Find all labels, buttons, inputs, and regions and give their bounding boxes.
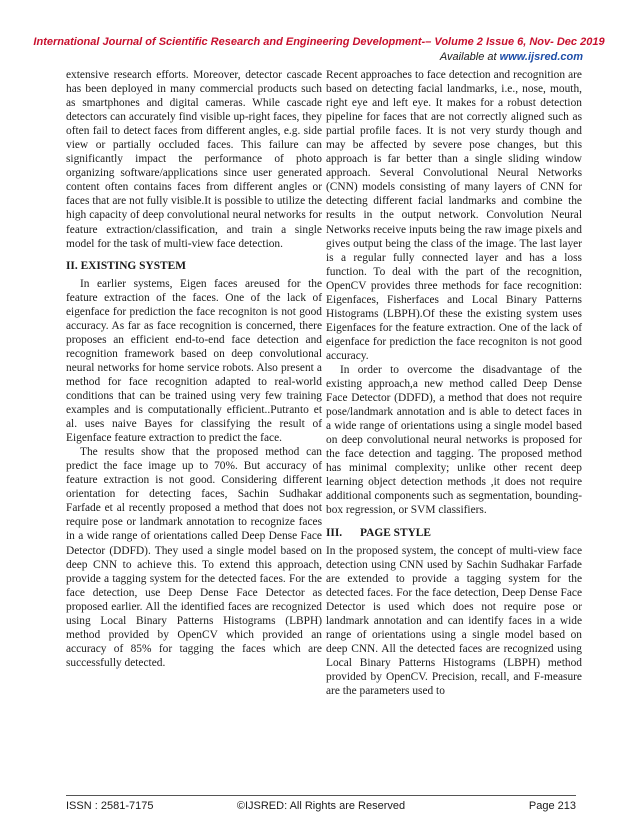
left-paragraph-3: The results show that the proposed method can predict the face image up to 70%. But accuracy of feature extraction is not good. Considering different orientation for detecting faces, Sachin Sudhakar Farfade et al recently proposed a method that does not require pose or landmark annotation to recognize faces in a wide range of orientations called Deep Dense Face Detector (DDFD). They used a single model based on deep CNN to achieve this. To extend this approach, provide a tagging system for the detected faces. For the face detection, use Deep Dense Face Detector as proposed earlier. All the identified faces are recognized using Local Binary Patterns Histograms (LBPH) method provided by OpenCV which provided an accuracy of 85% for tagging the faces which are successfully detected. [66, 446, 322, 669]
section-heading-existing-system [66, 259, 322, 273]
journal-url-link[interactable]: www.ijsred.com [499, 51, 583, 63]
section-title: EXISTING SYSTEM [80, 259, 186, 272]
available-label: Available at [439, 51, 500, 63]
right-column [326, 68, 582, 698]
issn-label: ISSN : 2581-7175 [66, 800, 154, 812]
section-title: PAGE STYLE [360, 526, 431, 539]
left-paragraph-1: extensive research efforts. Moreover, detector cascade has been deployed in many commercial products such as smartphones and digital cameras. While cascade detectors can accurately find visible up-right faces, they often fail to detect faces from different angles, e.g. side view or partially occluded faces. This failure can significantly impact the performance of photo organizing software/applications since user generated content often contains faces from different angles or faces that are not fully visible.It is possible to utilize the high capacity of deep convolutional neural networks for feature extraction/classification, and train a single model for the task of multi-view face detection. [66, 69, 322, 250]
page-number: Page 213 [528, 800, 576, 812]
section-number: III. [326, 526, 343, 539]
right-paragraph-1: Recent approaches to face detection and recognition are based on detecting facial landmarks, i.e., nose, mouth, right eye and left eye. It makes for a robust detection pipeline for faces that are not correctly aligned such as partial profile faces. It is not very sturdy though and may be affected by severe pose changes, but this approach is far better than a single sliding window approach. Several Convolutional Neural Networks (CNN) models consisting of many layers of CNN for detecting different facial landmarks and combine the results in the output network. Convolution Neural Networks receive inputs being the raw image pixels and gives output being the class of the image. The last layer is a regular fully connected layer and has a loss function. To deal with the part of the recognition, OpenCV provides three methods for face recognition: Eigenfaces, Fisherfaces and Local Binary Patterns Histograms (LBPH).Of these the existing system uses Eigenfaces for the feature extraction. One of the lack of eigenface for prediction the face recogniton is not good accuracy. [326, 69, 582, 362]
section-heading-page-style [326, 526, 582, 540]
right-paragraph-2: In order to overcome the disadvantage of the existing approach,a new method called Deep Dense Face Detector (DDFD), a method that does not require pose/landmark annotation and is able to detect faces in a wide range of orientations using a single model based on deep convolutional neural networks is proposed for the face detection and tagging. The proposed method has minimal complexity; unlike other recent deep learning object detection methods ,it does not require additional components such as segmentation, bounding-box regression, or SVM classifiers. [326, 363, 582, 517]
section-number: II. [66, 259, 78, 272]
right-paragraph-3: In the proposed system, the concept of multi-view face detection using CNN used by Sachin Sudhakar Farfade are extended to provide a tagging system for the detected faces. For the face detection, Deep Dense Face Detector is used which does not require pose or landmark annotation and can identify faces in a wide range of orientations using a single model based on deep CNN. All the detected faces are recognized using Local Binary Patterns Histograms (LBPH) method provided by OpenCV. Precision, recall, and F-measure are the parameters used to [326, 544, 582, 697]
availability-line [0, 51, 583, 63]
page-footer [66, 800, 576, 816]
copyright-notice: ©IJSRED: All Rights are Reserved [236, 800, 406, 812]
left-column [66, 68, 322, 670]
journal-header: International Journal of Scientific Research and Engineering Development-– Volume 2 Issue 6, Nov- Dec 2019 [33, 36, 605, 48]
footer-divider [66, 795, 576, 796]
left-paragraph-2: In earlier systems, Eigen faces areused for the feature extraction of the faces. One of the lack of eigenface for prediction the face recogniton is not good accuracy. As far as face recognition is concerned, there proposes an efficient end-to-end face detection and recognition framework based on deep convolutional neural networks for home service robots. Also present a method for face recognition adapted to real-world conditions that can be trained using very few training examples and is computationally efficient..Putranto et al. uses naive Bayes for classifying the result of Eigenface feature extraction to predict the face. [66, 277, 322, 445]
